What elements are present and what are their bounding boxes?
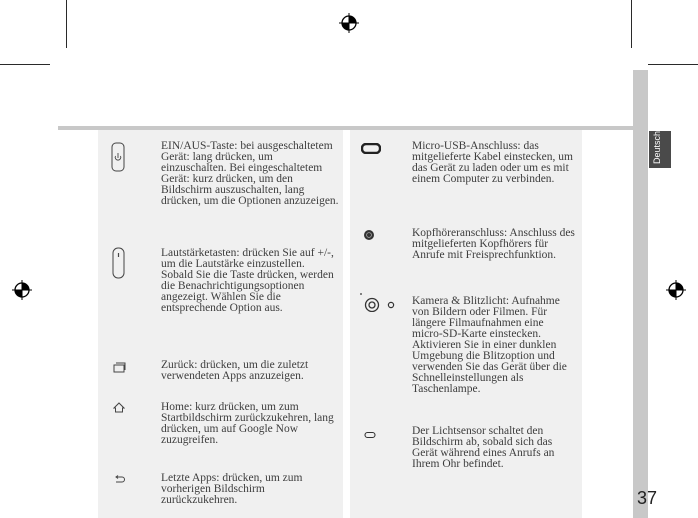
page-number: 37 bbox=[637, 488, 658, 508]
language-tab-label: Deutsch bbox=[652, 130, 662, 164]
volume-button-icon bbox=[112, 247, 125, 279]
micro-usb-icon bbox=[361, 143, 381, 154]
headphone-jack-icon bbox=[363, 229, 375, 241]
side-band bbox=[633, 70, 648, 518]
registration-mark-icon bbox=[12, 280, 32, 300]
recent-apps-description: Zurück: drücken, um die zuletzt verwendeten Apps anzuzeigen. bbox=[161, 359, 309, 382]
back-icon bbox=[114, 475, 125, 484]
camera-flash-icon bbox=[358, 292, 400, 312]
crop-mark bbox=[0, 64, 50, 65]
crop-mark bbox=[631, 0, 632, 48]
language-tab bbox=[649, 131, 671, 168]
home-icon bbox=[113, 402, 125, 413]
recent-apps-icon bbox=[113, 362, 126, 373]
power-button-description: EIN/AUS-Taste: bei ausgeschaltetem Gerät: lang drücken, um einzuschalten. Bei eingeschaltetem Gerät: kurz drücken, um den Bildschirm auszuschalten, lang drücken, um die Optionen anzuzeigen. bbox=[161, 140, 339, 207]
home-description: Home: kurz drücken, um zum Startbildschirm zurückzukehren, lang drücken, um auf Google Now zuzugreifen. bbox=[161, 401, 334, 446]
light-sensor-icon bbox=[364, 431, 376, 439]
back-description: Letzte Apps: drücken, um zum vorherigen Bildschirm zurückzukehren. bbox=[161, 472, 303, 506]
crop-mark bbox=[648, 64, 698, 65]
power-button-icon bbox=[111, 142, 125, 172]
crop-mark bbox=[66, 0, 67, 48]
registration-mark-icon bbox=[666, 280, 686, 300]
light-sensor-description: Der Lichtsensor schaltet den Bildschirm ab, sobald sich das Gerät während eines Anrufs an Ihrem Ohr befindet. bbox=[412, 425, 555, 470]
headphone-jack-description: Kopfhöreranschluss: Anschluss des mitgelieferten Kopfhörers für Anrufe mit Freisprechfunktion. bbox=[412, 227, 575, 261]
micro-usb-description: Micro-USB-Anschluss: das mitgelieferte Kabel einstecken, um das Gerät zu laden oder um es mit einem Computer zu verbinden. bbox=[412, 140, 573, 185]
camera-flash-description: Kamera & Blitzlicht: Aufnahme von Bildern oder Filmen. Für längere Filmaufnahmen eine micro-SD-Karte einstecken. Aktivieren Sie in einer dunklen Umgebung die Blitzoption und verwenden Sie das Gerät über die Schnelleinstellungen als Taschenlampe. bbox=[412, 295, 567, 395]
volume-button-description: Lautstärketasten: drücken Sie auf +/-, um die Lautstärke einzustellen. Sobald Sie die Taste drücken, werden die Benachrichtigungsoptionen angezeigt. Wählen Sie die entsprechende Option aus. bbox=[161, 247, 334, 314]
registration-mark-icon bbox=[339, 13, 359, 33]
